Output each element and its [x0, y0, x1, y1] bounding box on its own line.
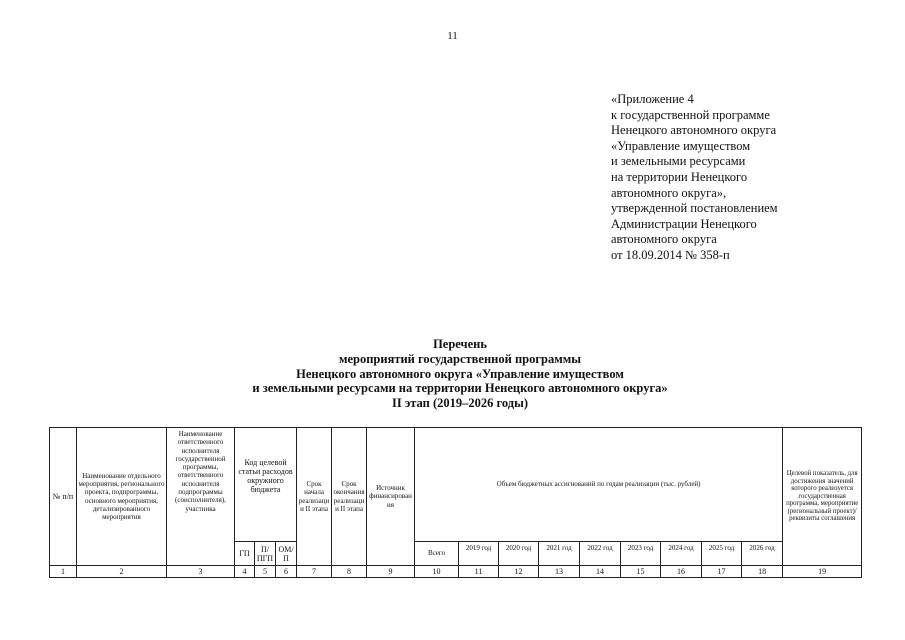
document-title	[150, 337, 770, 411]
header-funding-source: Источник финансирования	[367, 428, 415, 566]
activities-table	[49, 427, 862, 578]
appendix-line: утвержденной постановлением	[611, 201, 778, 216]
header-target-indicator: Целевой показатель, для достижения значений которого реализуется государственная программа, мероприятие (региональный проект)/ реквизиты соглашения	[783, 428, 862, 566]
title-line: мероприятий государственной программы	[338, 351, 582, 366]
column-number: 5	[255, 566, 276, 578]
header-start-date: Срок начала реализации II этапа	[297, 428, 332, 566]
column-number: 8	[332, 566, 367, 578]
appendix-line: автономного округа	[611, 232, 717, 247]
appendix-line: от 18.09.2014 № 358-п	[611, 247, 730, 262]
column-number: 18	[742, 566, 783, 578]
appendix-line: к государственной программе	[611, 107, 770, 122]
appendix-reference	[611, 92, 881, 264]
header-year: 2024 год	[661, 542, 702, 566]
title-line: Ненецкого автономного округа «Управление имуществом	[296, 366, 624, 381]
header-year: 2021 год	[539, 542, 580, 566]
appendix-line: «Приложение 4	[611, 92, 694, 106]
column-number: 16	[661, 566, 702, 578]
page-number: 11	[447, 30, 458, 42]
column-number: 2	[77, 566, 167, 578]
column-number: 15	[621, 566, 661, 578]
header-executor: Наименование ответственного исполнителя государственной программы, ответственного исполнителя подпрограммы (соисполнителя), участника	[167, 428, 235, 566]
header-budget-gp: ГП	[235, 542, 255, 566]
header-year: 2025 год	[702, 542, 742, 566]
column-number: 4	[235, 566, 255, 578]
header-budget-code: Код целевой статьи расходов окружного бюджета	[235, 428, 297, 542]
column-number: 6	[276, 566, 297, 578]
header-year: 2023 год	[621, 542, 661, 566]
appendix-line: Ненецкого автономного округа	[611, 123, 777, 138]
column-number: 14	[580, 566, 621, 578]
column-number: 9	[367, 566, 415, 578]
column-number: 1	[50, 566, 77, 578]
appendix-line: «Управление имуществом	[611, 138, 751, 153]
column-number-row	[50, 566, 862, 578]
appendix-line: и земельными ресурсами	[611, 154, 746, 169]
header-year: 2026 год	[742, 542, 783, 566]
header-budget-pgp: П/ПГП	[255, 542, 276, 566]
header-event-name: Наименование отдельного мероприятия, регионального проекта, подпрограммы, основного мероприятия, детализированного мероприятия	[77, 428, 167, 566]
header-num: № п/п	[50, 428, 77, 566]
title-line: II этап (2019–2026 годы)	[392, 396, 528, 411]
header-budget-omp: ОМ/П	[276, 542, 297, 566]
column-number: 13	[539, 566, 580, 578]
appendix-line: автономного округа»,	[611, 185, 727, 200]
column-number: 17	[702, 566, 742, 578]
appendix-line: Администрации Ненецкого	[611, 216, 757, 231]
title-line: и земельными ресурсами на территории Ненецкого автономного округа»	[252, 381, 668, 396]
column-number: 12	[499, 566, 539, 578]
column-number: 19	[783, 566, 862, 578]
appendix-line: на территории Ненецкого	[611, 169, 748, 184]
column-number: 7	[297, 566, 332, 578]
column-number: 11	[459, 566, 499, 578]
header-total: Всего	[415, 542, 459, 566]
header-year: 2022 год	[580, 542, 621, 566]
header-funding-volume: Объем бюджетных ассигнований по годам реализации (тыс. рублей)	[415, 428, 783, 542]
header-year: 2020 год	[499, 542, 539, 566]
title-line: Перечень	[433, 337, 487, 351]
column-number: 3	[167, 566, 235, 578]
column-number: 10	[415, 566, 459, 578]
header-end-date: Срок окончания реализации II этапа	[332, 428, 367, 566]
header-year: 2019 год	[459, 542, 499, 566]
